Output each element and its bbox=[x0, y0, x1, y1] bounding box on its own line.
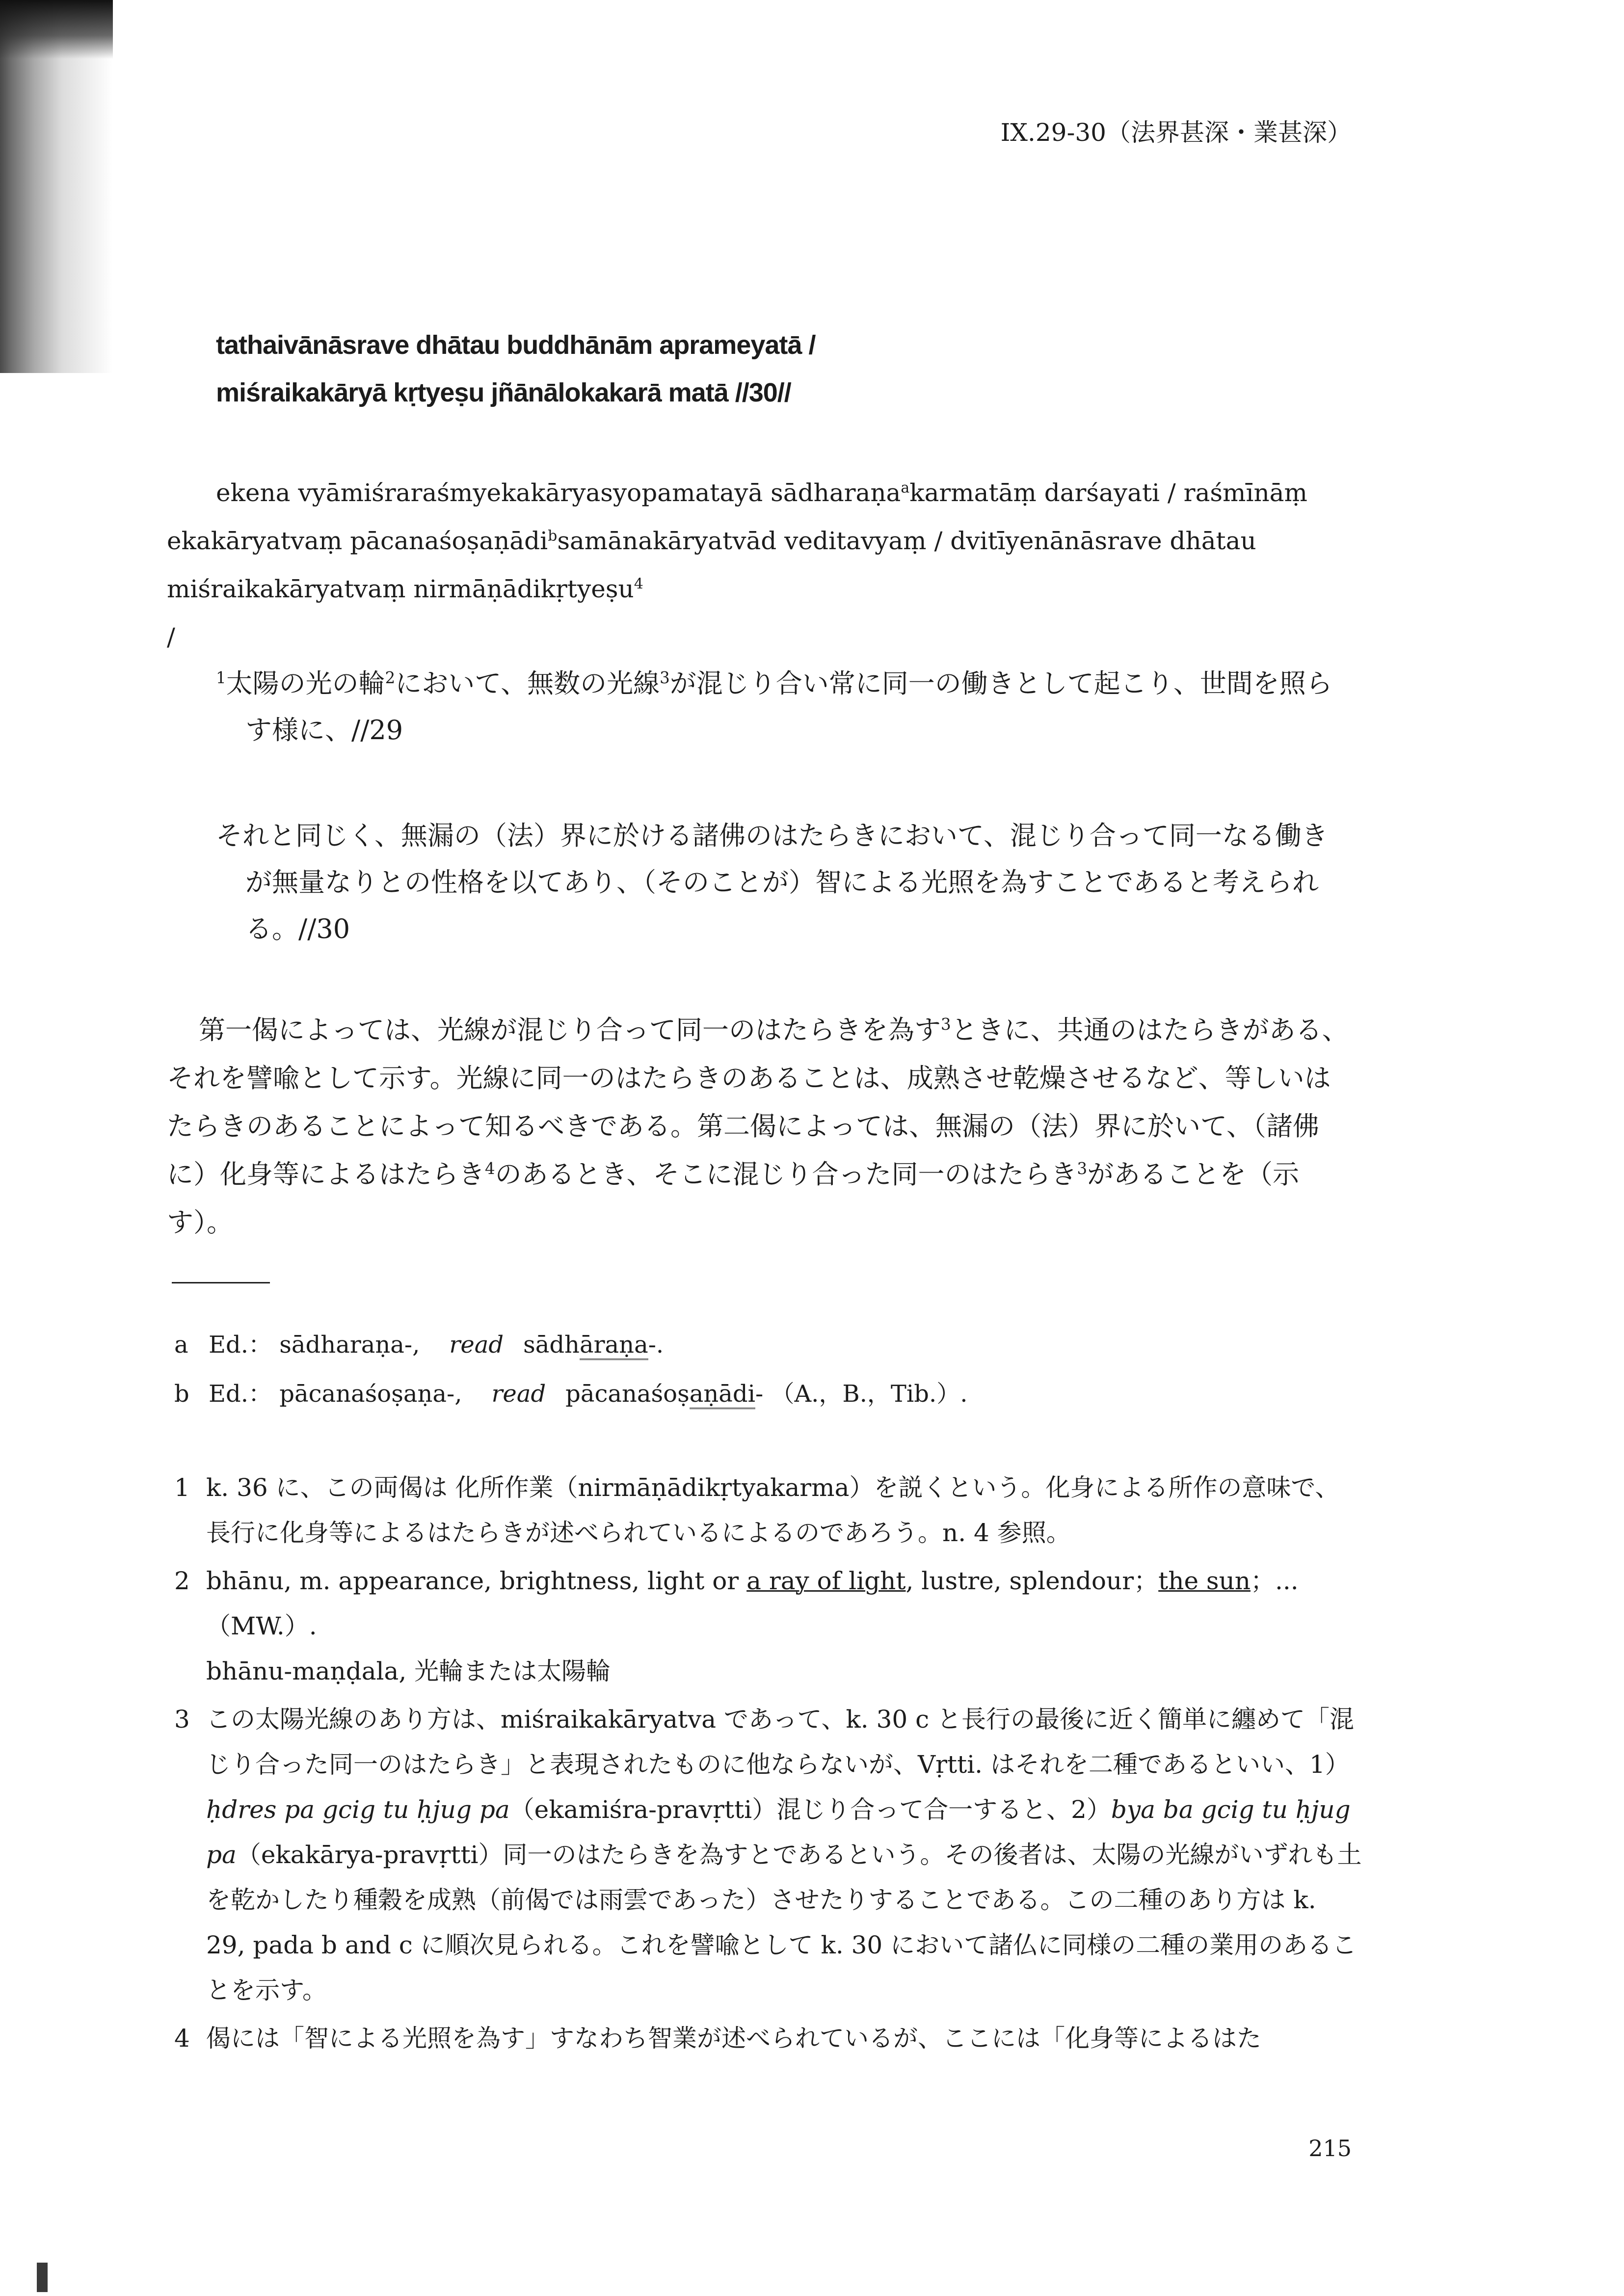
footnote-text-a: この太陽光線のあり方は、miśraikakāryatva であって、k. 30 c と長行の最後に近く簡単に纏めて「混じり合った同一のはたらき」と表現されたものに他ならないが、Vṛtti. はそれを二種であるといい、1） bbox=[206, 1705, 1354, 1779]
footnote-underlined-1: a ray of light bbox=[746, 1567, 906, 1595]
trc-note-ref-3a: 3 bbox=[941, 1015, 951, 1034]
trc-part-4: があることを（示す）。 bbox=[167, 1159, 1300, 1238]
textual-note-ed: Ed.： bbox=[209, 1380, 272, 1408]
footnote-text: k. 36 に、この両偈は 化所作業（nirmāṇādikṛtyakarma）を説くという。化身による所作の意味で、長行に化身等によるはたらきが述べられているによるのであろう。n. 4 参照。 bbox=[206, 1473, 1340, 1547]
scan-mark-bottom bbox=[37, 2263, 48, 2292]
footnote-text-b: （ekamiśra-pravṛtti）混じり合って合一すると、2） bbox=[509, 1795, 1111, 1824]
footnote-1 bbox=[174, 1465, 1362, 1555]
tr30-line-2: が無量なりとの性格を以てあり、（そのことが）智による光照を為すことであると考えられ bbox=[245, 867, 1319, 898]
note-ref-2: 2 bbox=[385, 668, 396, 687]
textual-note-ed-value: pācanaśoṣaṇa-, bbox=[279, 1380, 462, 1408]
textual-note-tag: b bbox=[174, 1380, 189, 1408]
footnote-number: 3 bbox=[174, 1705, 190, 1734]
textual-note-read-marked: aṇādi bbox=[690, 1380, 755, 1409]
footnote-ref-a: a bbox=[901, 479, 910, 497]
commentary-part-4: / bbox=[167, 623, 175, 651]
note-ref-3: 3 bbox=[660, 668, 670, 687]
textual-note-read-prefix: sādh bbox=[523, 1331, 580, 1359]
sanskrit-verse bbox=[216, 321, 815, 417]
footnote-text-a: bhānu, m. appearance, brightness, light or bbox=[206, 1567, 739, 1595]
footnote-2 bbox=[174, 1558, 1362, 1694]
trc-part-2: ときに、共通のはたらきがある、それを譬喩として示す。光線に同一のはたらきのあることは、成熟させ乾燥させるなど、等しいはたらきのあることによって知るべきである。第二偈によっては、無漏の（法）界に於いて、（諸佛に）化身等によるはたらき bbox=[167, 1015, 1349, 1190]
tr30-line-3: る。//30 bbox=[245, 913, 350, 944]
footnote-3 bbox=[174, 1697, 1362, 2013]
verse-line-1: tathaivānāsrave dhātau buddhānām aprameyatā / bbox=[216, 330, 816, 360]
footnote-number: 4 bbox=[174, 2024, 190, 2053]
scan-shadow-corner bbox=[0, 0, 113, 59]
textual-note-read-prefix: pācanaśoṣ bbox=[565, 1380, 690, 1408]
footnote-ref-4: 4 bbox=[634, 575, 643, 593]
footnote-tibetan-2: bya ba gcig tu ḥjug pa bbox=[206, 1795, 1351, 1869]
footnote-text-c: ；...（MW.）. bbox=[206, 1567, 1299, 1640]
trc-part-1: 第一偈によっては、光線が混じり合って同一のはたらきを為す bbox=[199, 1015, 941, 1045]
footnote-number: 2 bbox=[174, 1567, 190, 1595]
textual-note-read-suffix: - bbox=[755, 1380, 764, 1408]
commentary-part-3: samānakāryatvād veditavyaṃ / dvitīyenānāsrave dhātau miśraikakāryatvaṃ nirmāṇādikṛtyeṣu bbox=[167, 527, 1256, 603]
textual-note-read-label: read bbox=[491, 1380, 546, 1408]
footnotes bbox=[174, 1465, 1362, 2064]
sanskrit-commentary bbox=[167, 469, 1384, 661]
footnote-text-b: , lustre, splendour； bbox=[905, 1567, 1159, 1595]
footnote-underlined-2: the sun bbox=[1158, 1567, 1251, 1595]
trc-note-ref-3b: 3 bbox=[1077, 1159, 1088, 1178]
commentary-part-1: ekena vyāmiśraraśmyekakāryasyopamatayā sādharaṇa bbox=[216, 479, 901, 507]
tr29-part-3: が混じり合い常に同一の働きとして起こり、世間を照ら bbox=[669, 668, 1332, 699]
footnote-rule bbox=[172, 1282, 270, 1283]
trc-part-3: のあるとき、そこに混じり合った同一のはたらき bbox=[495, 1159, 1077, 1190]
footnote-tibetan-1: ḥdres pa gcig tu ḥjug pa bbox=[206, 1795, 510, 1824]
page-number: 215 bbox=[1308, 2135, 1352, 2162]
trc-note-ref-4: 4 bbox=[485, 1159, 495, 1178]
footnote-line-2: bhānu-maṇḍala, 光輪または太陽輪 bbox=[206, 1657, 611, 1685]
commentary-part-2: karmatāṃ darśayati / raśmīnāṃ ekakāryatvaṃ pācanaśoṣaṇādi bbox=[167, 479, 1307, 555]
translation-verse-30 bbox=[216, 812, 1345, 952]
tr30-line-1: それと同じく、無漏の（法）界に於ける諸佛のはたらきにおいて、混じり合って同一なる働き bbox=[216, 820, 1328, 851]
note-ref-1: 1 bbox=[216, 668, 226, 687]
tr29-line-2: す様に、//29 bbox=[245, 715, 403, 746]
footnote-text: 偈には「智による光照を為す」すなわち智業が述べられているが、ここには「化身等によるはた bbox=[206, 2024, 1261, 2053]
translation-verse-29 bbox=[216, 660, 1345, 753]
tr29-part-2: において、無数の光線 bbox=[395, 668, 660, 699]
textual-note-tag: a bbox=[174, 1331, 188, 1359]
footnote-4 bbox=[174, 2016, 1362, 2061]
textual-note-ed-value: sādharaṇa-, bbox=[279, 1331, 420, 1359]
textual-note-a bbox=[174, 1320, 968, 1369]
translation-commentary bbox=[167, 1006, 1350, 1247]
footnote-ref-b: b bbox=[548, 527, 558, 545]
textual-note-read-label: read bbox=[449, 1331, 504, 1359]
verse-line-2: miśraikakāryā kṛtyeṣu jñānālokakarā matā //30// bbox=[216, 378, 791, 407]
textual-note-ed: Ed.： bbox=[209, 1331, 272, 1359]
textual-note-b bbox=[174, 1369, 968, 1418]
footnote-text-c: （ekakārya-pravṛtti）同一のはたらきを為すとであるという。その後者は、太陽の光線がいずれも土を乾かしたり種穀を成熟（前偈では雨雲であった）させたりすることである。この二種のあり方は k. 29, pada b and c に順次見られる。これを譬喩として k. 30 において諸仏に同様の二種の業用のあることを示す。 bbox=[206, 1841, 1362, 2004]
textual-note-extra: （A.，B.，Tib.）. bbox=[771, 1380, 968, 1408]
footnote-number: 1 bbox=[174, 1473, 190, 1502]
textual-note-read-marked: āraṇa bbox=[580, 1331, 648, 1360]
textual-note-read-suffix: -. bbox=[648, 1331, 664, 1359]
tr29-part-1: 太陽の光の輪 bbox=[226, 668, 385, 699]
running-head: IX.29-30（法界甚深・業甚深） bbox=[1000, 118, 1352, 147]
textual-notes bbox=[174, 1320, 968, 1418]
